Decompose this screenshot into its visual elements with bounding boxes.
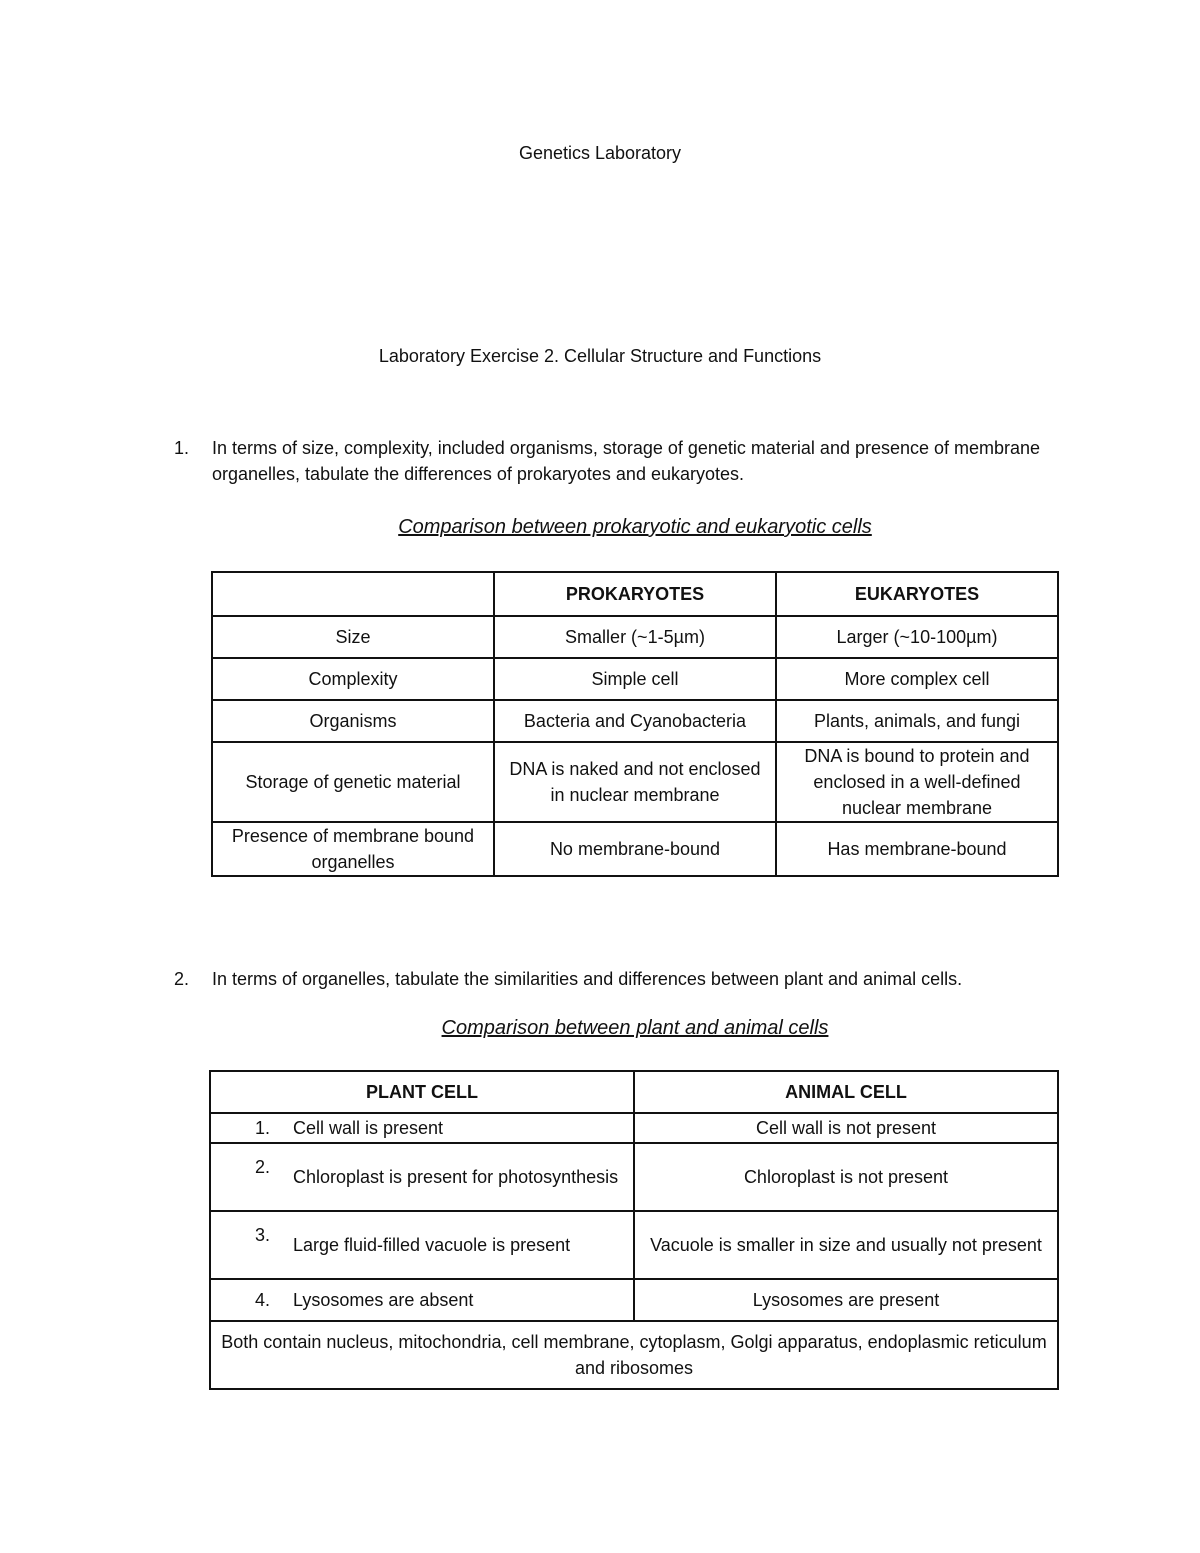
question-2-text: In terms of organelles, tabulate the similarities and differences between plant and animal cells. [212,969,963,989]
table-row [212,616,1058,658]
plant-text: Lysosomes are absent [293,1290,474,1310]
table-row [210,1279,1058,1321]
table-footer-row [210,1321,1058,1389]
plant-cell [210,1113,634,1143]
item-number: 1. [255,1118,271,1138]
prokaryote-cell: DNA is naked and not enclosed in nuclear membrane [494,742,776,822]
prokaryote-cell: Smaller (~1-5µm) [494,616,776,658]
eukaryote-cell: Larger (~10-100µm) [776,616,1058,658]
row-label: Presence of membrane bound organelles [212,822,494,876]
similarities-cell: Both contain nucleus, mitochondria, cell membrane, cytoplasm, Golgi apparatus, endoplasmic reticulum and ribosomes [210,1321,1058,1389]
table-row [212,700,1058,742]
prokaryote-cell: No membrane-bound [494,822,776,876]
item-number: 2. [255,1157,271,1177]
plant-animal-table [209,1070,1059,1390]
question-2 [174,966,1054,992]
animal-cell: Lysosomes are present [634,1279,1058,1321]
prokaryote-cell: Simple cell [494,658,776,700]
table-2-caption: Comparison between plant and animal cells [441,1017,829,1039]
header-cell-plant: PLANT CELL [210,1071,634,1113]
page-title: Genetics Laboratory [518,143,682,163]
row-label: Organisms [212,700,494,742]
table-1-caption: Comparison between prokaryotic and eukaryotic cells [398,516,872,538]
table-row [212,742,1058,822]
eukaryote-cell: Plants, animals, and fungi [776,700,1058,742]
question-2-number: 2. [174,969,190,989]
row-label: Size [212,616,494,658]
item-number: 3. [255,1225,271,1245]
animal-cell: Vacuole is smaller in size and usually not present [634,1211,1058,1279]
row-label: Complexity [212,658,494,700]
prokaryote-cell: Bacteria and Cyanobacteria [494,700,776,742]
header-cell-prokaryotes: PROKARYOTES [494,572,776,616]
question-1-text: In terms of size, complexity, included organisms, storage of genetic material and presence of membrane organelles, tabulate the differences of prokaryotes and eukaryotes. [212,438,1041,484]
row-label: Storage of genetic material [212,742,494,822]
table-row [210,1113,1058,1143]
plant-cell [210,1279,634,1321]
plant-text: Cell wall is present [293,1118,444,1138]
animal-cell: Chloroplast is not present [634,1143,1058,1211]
eukaryote-cell: More complex cell [776,658,1058,700]
plant-cell [210,1143,634,1211]
header-cell-eukaryotes: EUKARYOTES [776,572,1058,616]
table-row [212,658,1058,700]
table-row [210,1211,1058,1279]
plant-text: Large fluid-filled vacuole is present [293,1235,571,1255]
table-row [212,822,1058,876]
exercise-title: Laboratory Exercise 2. Cellular Structure and Functions [378,346,822,366]
question-1 [174,435,1054,487]
plant-text: Chloroplast is present for photosynthesis [293,1167,619,1187]
table-header-row [210,1071,1058,1113]
eukaryote-cell: DNA is bound to protein and enclosed in a well-defined nuclear membrane [776,742,1058,822]
header-cell-empty [212,572,494,616]
header-cell-animal: ANIMAL CELL [634,1071,1058,1113]
prokaryote-eukaryote-table [211,571,1059,877]
table-header-row [212,572,1058,616]
question-1-number: 1. [174,438,190,458]
table-row [210,1143,1058,1211]
plant-cell [210,1211,634,1279]
item-number: 4. [255,1290,271,1310]
animal-cell: Cell wall is not present [634,1113,1058,1143]
eukaryote-cell: Has membrane-bound [776,822,1058,876]
